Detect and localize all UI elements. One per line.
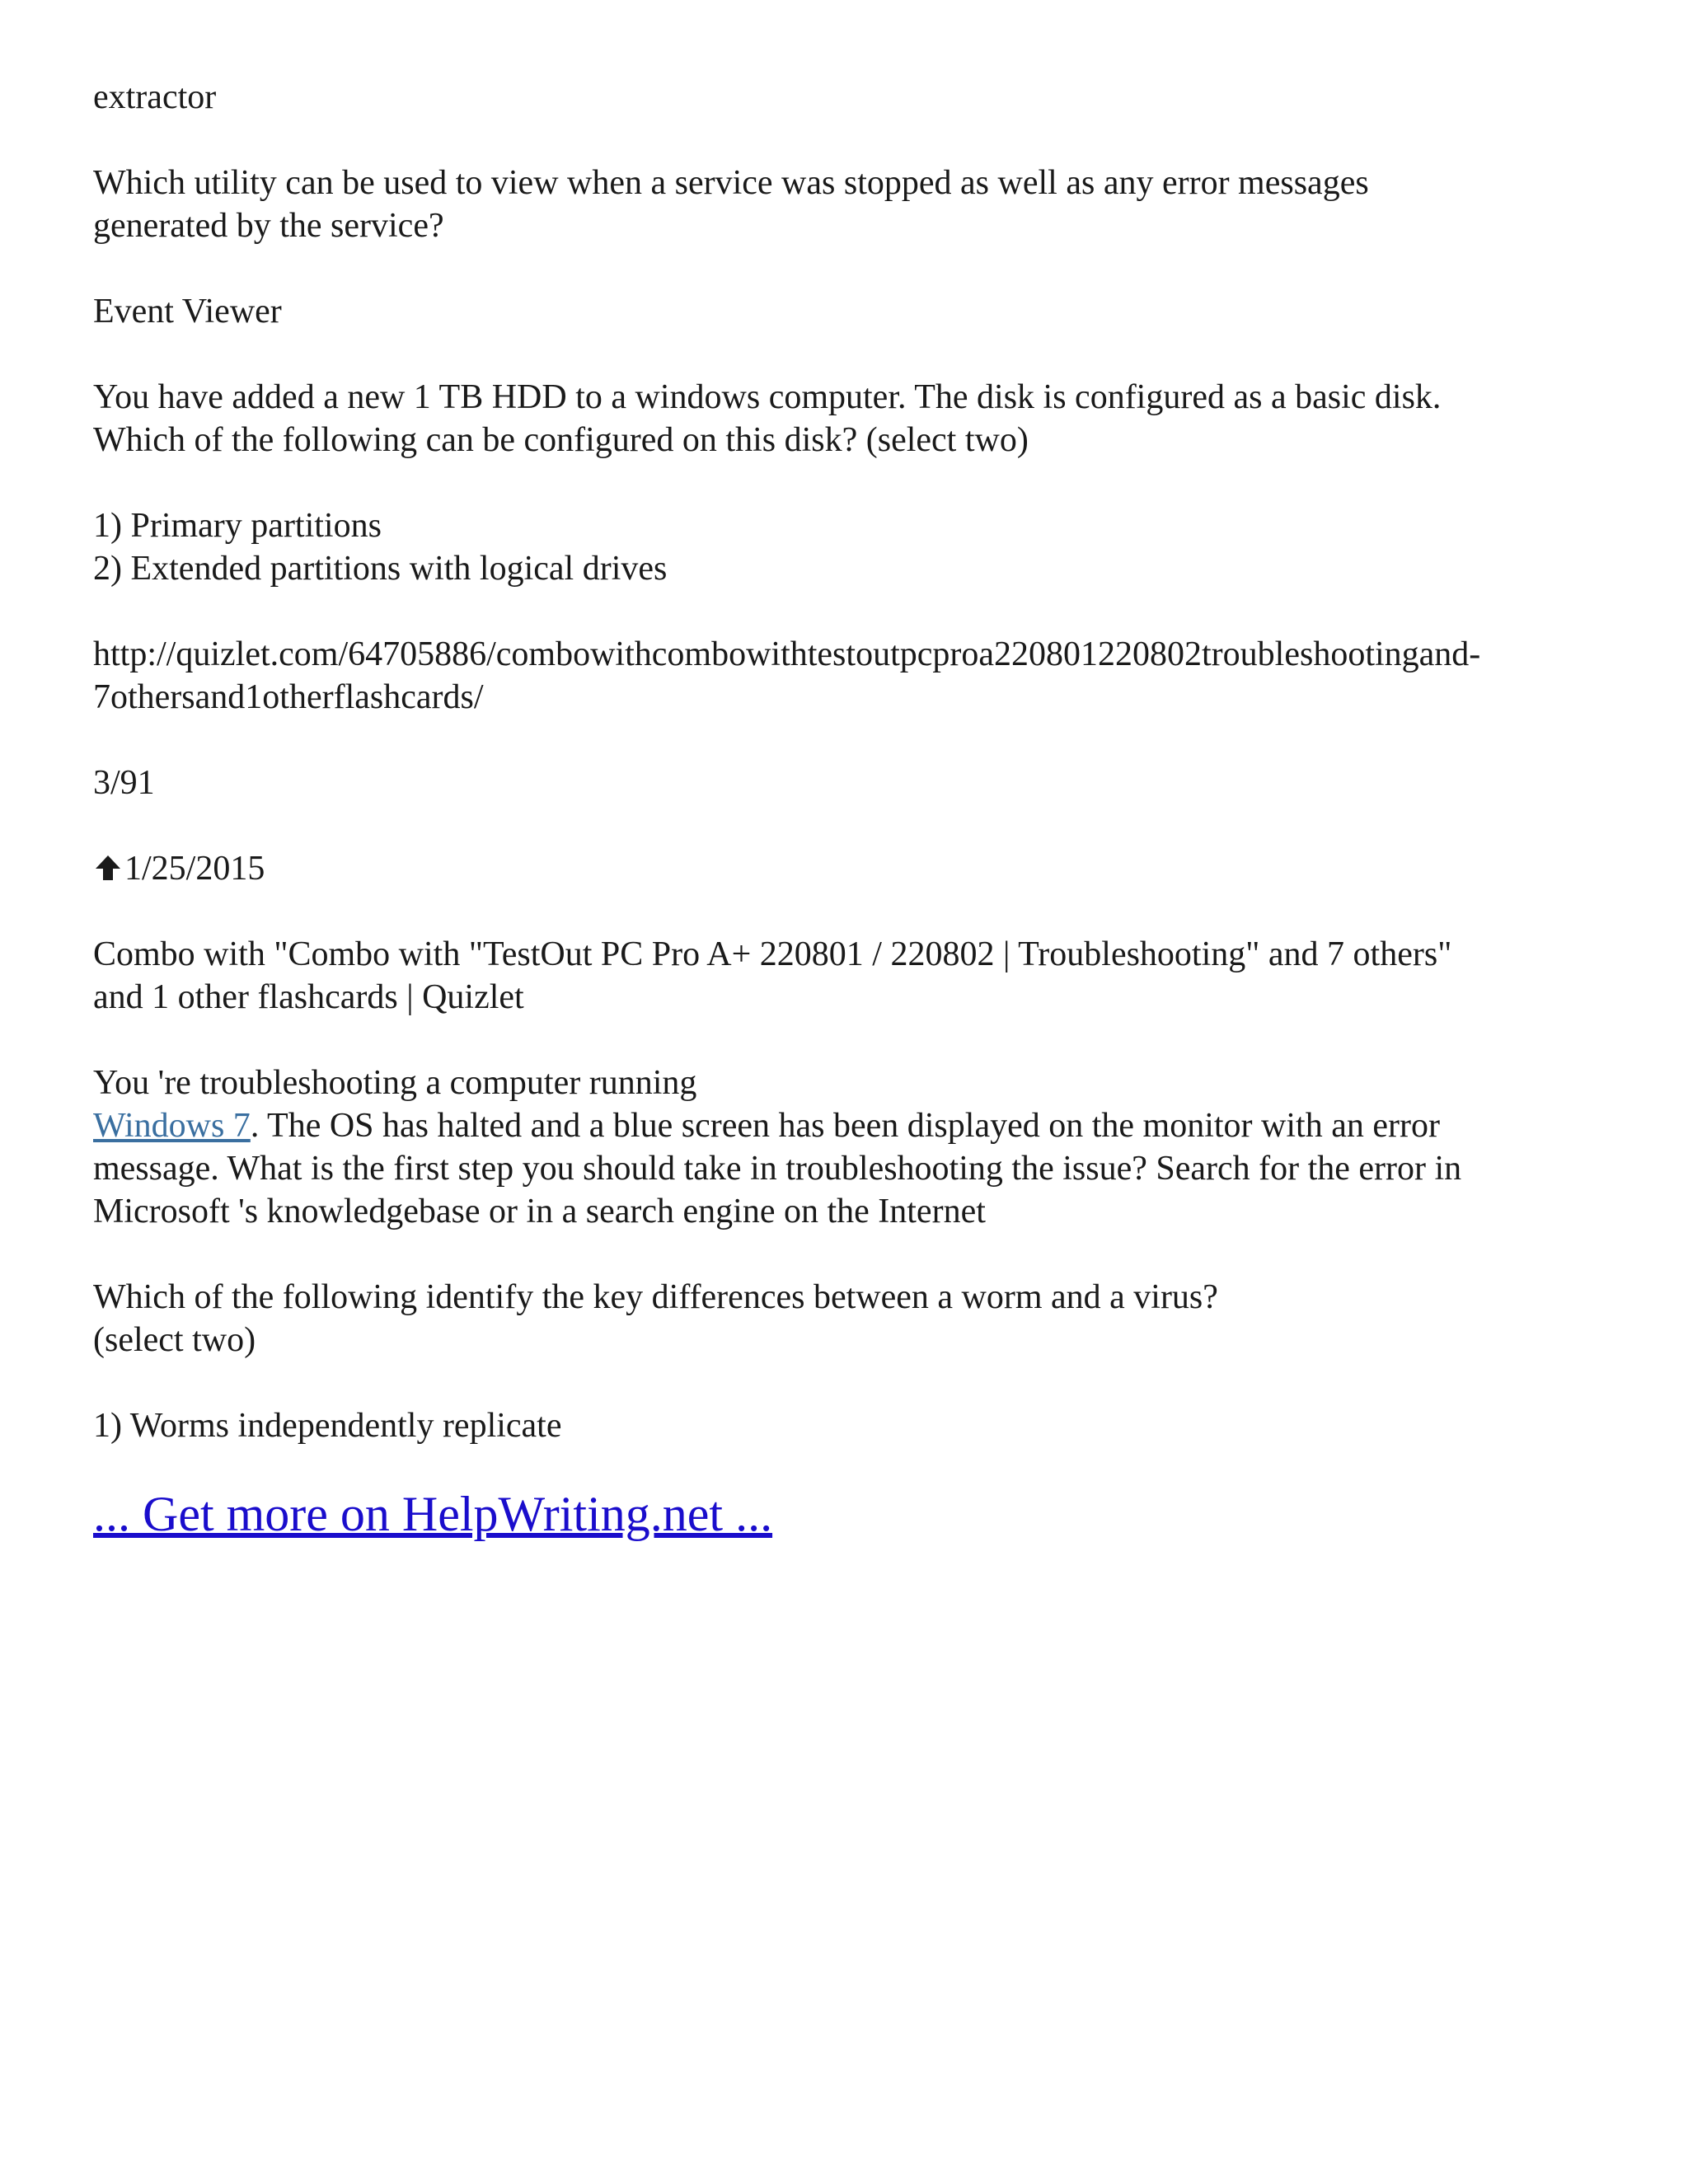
question-line: Microsoft 's knowledgebase or in a search engine on the Internet — [93, 1193, 986, 1230]
url-line: http://quizlet.com/64705886/combowithcombowithtestoutpcproa220801220802troubleshootingand- — [93, 635, 1481, 673]
up-arrow-icon — [93, 853, 123, 883]
answer-basic-disk — [93, 504, 1601, 590]
question-line: Which of the following can be configured on this disk? (select two) — [93, 421, 1029, 459]
page-title-block — [93, 933, 1601, 1019]
question-line — [93, 1104, 1601, 1147]
answer-line: 1) Worms independently replicate — [93, 1407, 562, 1445]
question-line-rest: . The OS has halted and a blue screen has been displayed on the monitor with an error — [250, 1107, 1440, 1145]
answer-event-viewer — [93, 290, 1601, 333]
get-more-link[interactable]: ... Get more on HelpWriting.net ... — [93, 1487, 773, 1541]
question-line: Which utility can be used to view when a service was stopped as well as any error messages — [93, 164, 1369, 202]
answer-worm-virus — [93, 1404, 1601, 1447]
windows-7-link[interactable]: Windows 7 — [93, 1107, 251, 1145]
title-line: Combo with "Combo with "TestOut PC Pro A+ 220801 / 220802 | Troubleshooting" and 7 others" — [93, 935, 1452, 973]
document-page — [93, 76, 1601, 1543]
question-line: You have added a new 1 TB HDD to a windows computer. The disk is configured as a basic disk. — [93, 378, 1442, 416]
answer-line: 2) Extended partitions with logical drives — [93, 550, 668, 588]
date-row — [93, 847, 1601, 890]
question-event-viewer — [93, 162, 1601, 247]
question-blue-screen — [93, 1062, 1601, 1233]
fragment-text — [93, 76, 1601, 119]
url-line: 7othersand1otherflashcards/ — [93, 678, 484, 716]
date-line — [93, 847, 1601, 890]
page-count-text: 3/91 — [93, 764, 155, 802]
question-line: generated by the service? — [93, 207, 444, 245]
fragment-line: extractor — [93, 78, 217, 116]
question-basic-disk — [93, 376, 1601, 462]
question-line: Which of the following identify the key differences between a worm and a virus? — [93, 1278, 1218, 1316]
answer-line: 1) Primary partitions — [93, 507, 382, 545]
date-text: 1/25/2015 — [124, 850, 265, 888]
page-counter — [93, 762, 1601, 804]
question-line: You 're troubleshooting a computer running — [93, 1064, 697, 1102]
question-worm-virus — [93, 1276, 1601, 1361]
source-url — [93, 633, 1601, 719]
answer-line: Event Viewer — [93, 293, 282, 330]
question-line: message. What is the first step you should take in troubleshooting the issue? Search for the error in — [93, 1150, 1462, 1188]
question-line: (select two) — [93, 1321, 256, 1359]
title-line: and 1 other flashcards | Quizlet — [93, 978, 524, 1016]
